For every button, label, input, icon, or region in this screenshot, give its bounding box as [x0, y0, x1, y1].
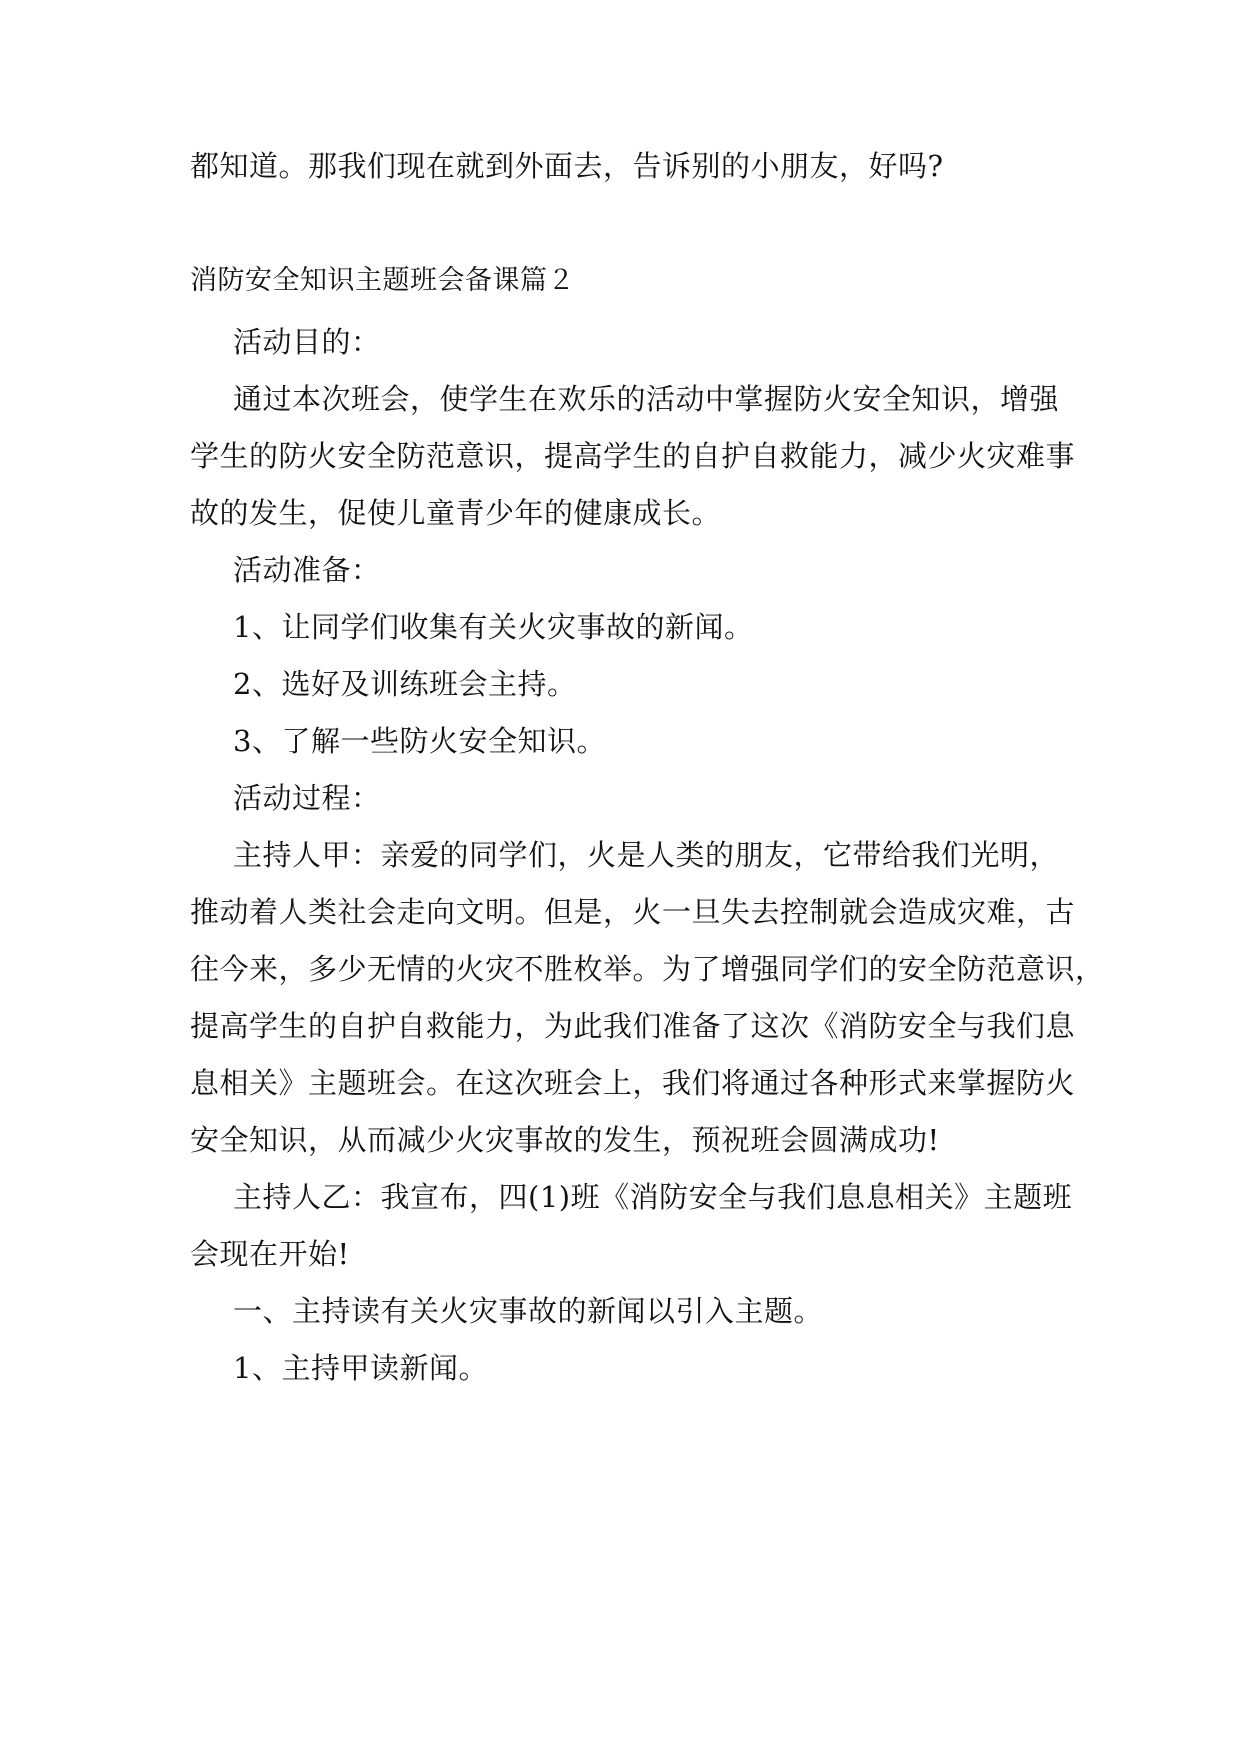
paragraph-line: 提高学生的自护自救能力，为此我们准备了这次《消防安全与我们息 [190, 1009, 1076, 1043]
paragraph-line: 推动着人类社会走向文明。但是，火一旦失去控制就会造成灾难，古 [190, 895, 1076, 929]
list-item: 2、选好及训练班会主持。 [233, 667, 577, 701]
subheading-activity-purpose: 活动目的： [233, 325, 381, 359]
subheading-activity-process: 活动过程： [233, 781, 381, 815]
paragraph-line: 息相关》主题班会。在这次班会上，我们将通过各种形式来掌握防火 [190, 1066, 1076, 1100]
subheading-activity-preparation: 活动准备： [233, 553, 381, 587]
paragraph-line: 通过本次班会，使学生在欢乐的活动中掌握防火安全知识，增强 [233, 382, 1060, 416]
paragraph-line: 会现在开始! [190, 1237, 350, 1271]
paragraph-line: 主持人乙：我宣布，四(1)班《消防安全与我们息息相关》主题班 [233, 1180, 1073, 1214]
section-item: 一、主持读有关火灾事故的新闻以引入主题。 [233, 1294, 824, 1328]
list-item: 1、主持甲读新闻。 [233, 1351, 488, 1385]
paragraph-line: 主持人甲：亲爱的同学们，火是人类的朋友，它带给我们光明， [233, 838, 1060, 872]
paragraph-line: 故的发生，促使儿童青少年的健康成长。 [190, 496, 722, 530]
paragraph-line: 安全知识，从而减少火灾事故的发生，预祝班会圆满成功! [190, 1123, 940, 1157]
section-heading: 消防安全知识主题班会备课篇２ [190, 265, 575, 296]
list-item: 1、让同学们收集有关火灾事故的新闻。 [233, 610, 754, 644]
list-item: 3、了解一些防火安全知识。 [233, 724, 606, 758]
paragraph-line: 学生的防火安全防范意识，提高学生的自护自救能力，减少火灾难事 [190, 439, 1076, 473]
text-line: 都知道。那我们现在就到外面去，告诉别的小朋友，好吗? [190, 149, 944, 183]
paragraph-line: 往今来，多少无情的火灾不胜枚举。为了增强同学们的安全防范意识， [190, 952, 1105, 986]
